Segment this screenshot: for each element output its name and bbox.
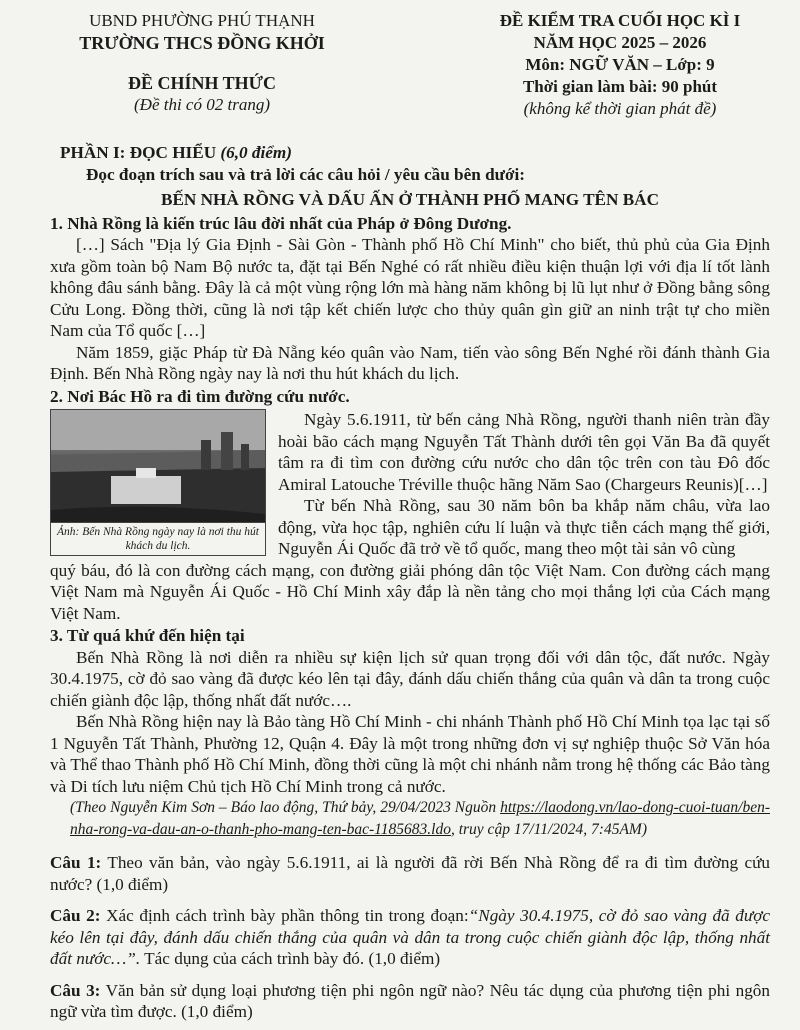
question-quote: “Ngày 30.4.1975, cờ đỏ sao vàng đã được kéo lên tại đây, đánh dấu chiến thắng của quân và dân ta trong cuộc chiến giành độc lập, thống nhất đất nước…”. [50, 906, 771, 968]
question-text: Văn bản sử dụng loại phương tiện phi ngôn ngữ nào? Nêu tác dụng của phương tiện phi ngôn ngữ vừa tìm được. (1,0 điểm) [50, 980, 770, 1021]
header-right [470, 10, 770, 120]
part1-heading [50, 142, 770, 164]
source-prefix: (Theo Nguyễn Kim Sơn – Báo lao động, Thứ bảy, 29/04/2023 Nguồn [70, 799, 501, 816]
figure-caption: Ảnh: Bến Nhà Rồng ngày nay là nơi thu hút khách du lịch. [50, 523, 266, 556]
figure [50, 409, 266, 560]
section3-paragraph: Bến Nhà Rồng hiện nay là Bảo tàng Hồ Chí Minh - chi nhánh Thành phố Hồ Chí Minh tọa lạc tại số 1 Nguyễn Tất Thành, Phường 12, Quận 4. Đây là một trong những đơn vị sự nghiệp thuộc Sở Văn hóa và Thể thao Thành phố Hồ Chí Minh, đồng thời cũng là một chi nhánh nằm trong hệ thống các Bảo tàng và Di tích lưu niệm Chủ tịch Hồ Chí Minh trong cả nước. [50, 712, 770, 796]
nha-rong-photo [50, 409, 266, 523]
header-left [72, 10, 332, 116]
question-label: Câu 3: [50, 980, 101, 1000]
question-2 [50, 905, 770, 970]
page-count-note: (Đề thi có 02 trang) [134, 95, 270, 114]
harbor-image [51, 410, 265, 522]
section2-heading: 2. Nơi Bác Hồ ra đi tìm đường cứu nước. [50, 386, 350, 406]
part1-points: (6,0 điểm) [220, 143, 293, 162]
duration: Thời gian làm bài: 90 phút [522, 77, 718, 96]
section3-heading: 3. Từ quá khứ đến hiện tại [50, 626, 245, 645]
exam-body [50, 142, 770, 1023]
duration-note: (không kể thời gian phát đề) [523, 99, 717, 118]
section1-paragraph: […] Sách "Địa lý Gia Định - Sài Gòn - Thành phố Hồ Chí Minh" cho biết, thủ phủ của Gia Định xưa gồm toàn bộ Nam Bộ nước ta, đặt tại Bến Nghé có rất nhiều điều kiện thuận lợi với địa lí tốt lành không đâu sánh bằng. Đây là cả một vùng rộng lớn mà hàng năm không bị lũ lụt như ở Đồng bằng sông Cửu Long. Đồng thời, cũng là nơi tập kết chiến lược cho thủy quân gìn giữ an ninh trật tự cho miền Nam của Tổ quốc […] [50, 235, 770, 340]
text-title: BẾN NHÀ RỒNG VÀ DẤU ẤN Ở THÀNH PHỐ MANG TÊN BÁC [161, 190, 659, 209]
question-text: Theo văn bản, vào ngày 5.6.1911, ai là người đã rời Bến Nhà Rồng để ra đi tìm đường cứu nước? (1,0 điểm) [50, 853, 770, 894]
source-suffix: , truy cập 17/11/2024, 7:45AM) [450, 820, 647, 838]
section1-heading: 1. Nhà Rồng là kiến trúc lâu đời nhất của Pháp ở Đông Dương. [50, 213, 512, 233]
question-label: Câu 1: [50, 853, 102, 872]
section2-paragraph: Từ bến Nhà Rồng, sau 30 năm bôn ba khắp năm châu, vừa lao động, vừa học tập, nghiên cứu lí luận và thực tiễn cách mạng thế giới, Nguyễn Ái Quốc đã trở về tổ quốc, mang theo một tài sản vô cùng [278, 496, 770, 558]
section2-paragraph: Ngày 5.6.1911, từ bến cảng Nhà Rồng, người thanh niên tràn đầy hoài bão cách mạng Nguyễn Tất Thành dưới tên gọi Văn Ba đã quyết tâm ra đi tìm con đường cứu nước cho dân tộc trên con tàu Đô đốc Amiral Latouche Tréville thuộc hãng Năm Sao (Chargeurs Reunis)[…] [278, 410, 770, 494]
figure-row [50, 409, 770, 560]
section2-paragraph-cont: quý báu, đó là con đường cách mạng, con đường giải phóng dân tộc Việt Nam. Con đường cách mạng Việt Nam mà Nguyễn Ái Quốc - Hồ Chí Minh xây đắp là nền tảng cho mọi thắng lợi của Cách mạng Việt Nam. [50, 560, 770, 623]
figure-side-text [278, 409, 770, 560]
exam-title: ĐỀ KIỂM TRA CUỐI HỌC KÌ I [499, 11, 741, 30]
question-text: Tác dụng của cách trình bày đó. (1,0 điểm) [144, 949, 441, 968]
question-1 [50, 852, 770, 895]
subject-grade: Môn: NGỮ VĂN – Lớp: 9 [525, 55, 715, 74]
part1-instruction: Đọc đoạn trích sau và trả lời các câu hỏi / yêu cầu bên dưới: [86, 164, 525, 184]
official-label: ĐỀ CHÍNH THỨC [127, 73, 277, 93]
school-name: TRƯỜNG THCS ĐỒNG KHỞI [79, 33, 325, 53]
section3-paragraph: Bến Nhà Rồng là nơi diễn ra nhiều sự kiện lịch sử quan trọng đối với dân tộc, đất nước. Ngày 30.4.1975, cờ đỏ sao vàng đã được kéo lên tại đây, đánh dấu chiến thắng của quân và dân ta trong cuộc chiến giành độc lập, thống nhất đất nước…. [50, 647, 770, 710]
question-text: Xác định cách trình bày phần thông tin trong đoạn: [106, 906, 469, 925]
ward-name: UBND PHƯỜNG PHÚ THẠNH [89, 11, 315, 30]
part1-title: PHẦN I: ĐỌC HIỂU [60, 143, 217, 162]
source-citation [50, 797, 770, 840]
question-3 [50, 980, 770, 1023]
school-year: NĂM HỌC 2025 – 2026 [533, 33, 707, 52]
question-label: Câu 2: [50, 906, 101, 925]
section1-paragraph: Năm 1859, giặc Pháp từ Đà Nẵng kéo quân vào Nam, tiến vào sông Bến Nghé rồi đánh thành Gia Định. Bến Nhà Rồng ngày nay là nơi thu hút khách du lịch. [50, 342, 770, 383]
source-link[interactable]: https://laodong.vn/lao-dong-cuoi-tuan/ben-nha-rong-va-dau-an-o-thanh-pho-mang-ten-bac-1185683.ldo [70, 799, 770, 838]
